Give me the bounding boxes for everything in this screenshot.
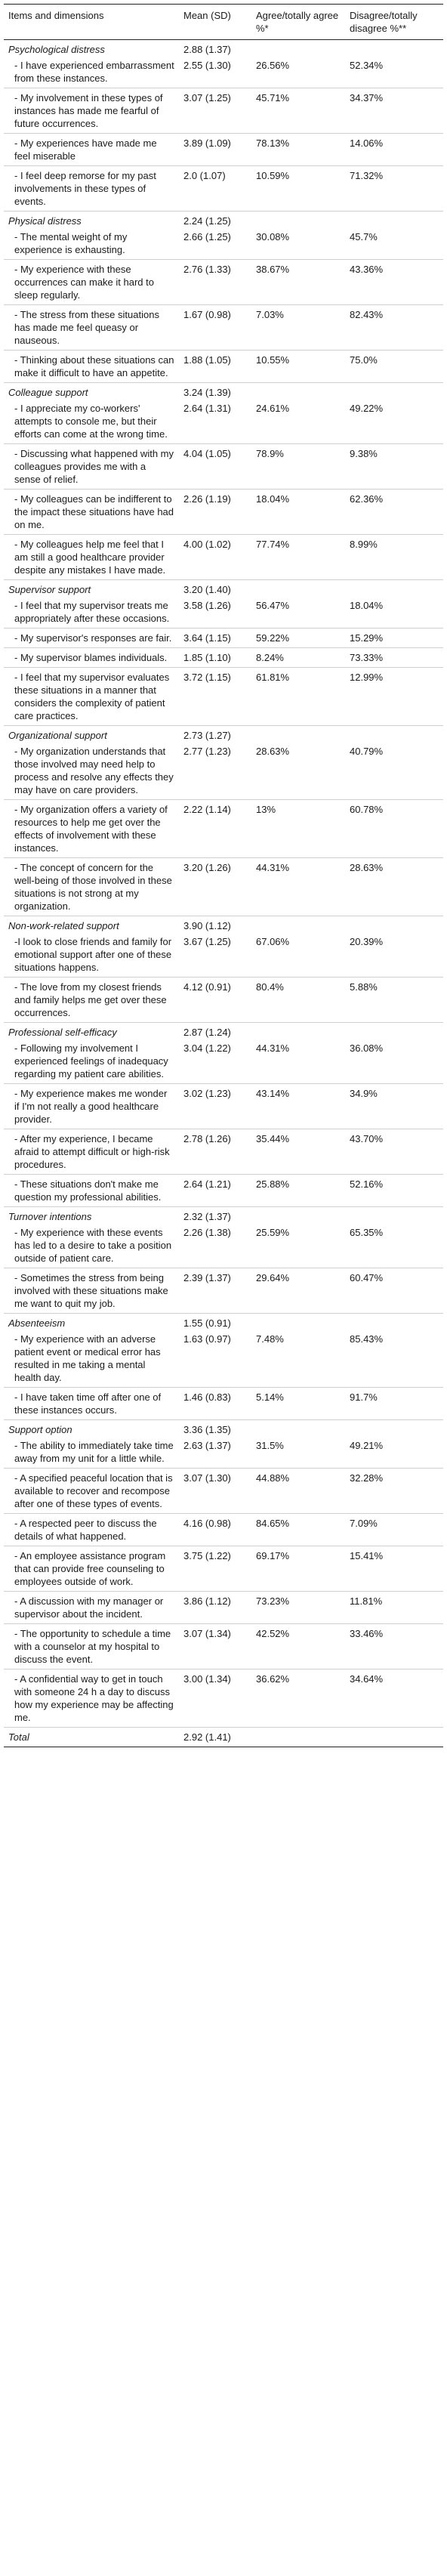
agree-cell: 18.04% bbox=[251, 490, 345, 535]
table-row bbox=[4, 800, 443, 858]
disagree-cell: 49.22% bbox=[345, 399, 443, 444]
disagree-cell: 14.06% bbox=[345, 134, 443, 166]
agree-cell bbox=[251, 726, 345, 743]
agree-cell: 73.23% bbox=[251, 1592, 345, 1624]
section-label bbox=[4, 1420, 179, 1437]
disagree-cell bbox=[345, 383, 443, 400]
item-label bbox=[4, 1669, 179, 1728]
mean-sd-cell: 1.67 (0.98) bbox=[179, 305, 251, 351]
mean-sd-cell: 3.20 (1.26) bbox=[179, 858, 251, 916]
disagree-cell: 91.7% bbox=[345, 1388, 443, 1420]
agree-cell bbox=[251, 1023, 345, 1039]
agree-cell bbox=[251, 1420, 345, 1437]
table-row bbox=[4, 88, 443, 134]
item-label-text: - The stress from these situations has made me feel queasy or nauseous. bbox=[14, 309, 159, 346]
mean-sd-cell: 2.64 (1.21) bbox=[179, 1175, 251, 1207]
table-row bbox=[4, 629, 443, 648]
agree-cell bbox=[251, 40, 345, 57]
item-label-text: - My colleagues help me feel that I am still a good healthcare provider despite any mistakes I have made. bbox=[14, 539, 166, 576]
item-label bbox=[4, 978, 179, 1023]
item-label-text: - An employee assistance program that can provide free counseling to employees outside of work. bbox=[14, 1550, 166, 1587]
section-row bbox=[4, 1420, 443, 1437]
disagree-cell: 28.63% bbox=[345, 858, 443, 916]
mean-sd-cell: 1.55 (0.91) bbox=[183, 1317, 231, 1329]
disagree-cell: 9.38% bbox=[345, 444, 443, 490]
item-label-text: - My involvement in these types of instances has made me fearful of future occurrences. bbox=[14, 92, 163, 129]
agree-cell bbox=[251, 1728, 345, 1747]
table-row bbox=[4, 596, 443, 629]
mean-sd-cell: 3.67 (1.25) bbox=[179, 932, 251, 978]
item-label bbox=[4, 1624, 179, 1669]
mean-sd-cell: 2.77 (1.23) bbox=[179, 742, 251, 800]
mean-sd-cell: 2.73 (1.27) bbox=[183, 730, 231, 741]
item-label-text: - My supervisor's responses are fair. bbox=[14, 632, 172, 644]
mean-sd-cell: 2.78 (1.26) bbox=[179, 1129, 251, 1175]
item-label-text: - I appreciate my co-workers' attempts to console me, but their efforts can come at the wrong time. bbox=[14, 403, 168, 440]
table-row bbox=[4, 742, 443, 800]
item-label-text: - I have experienced embarrassment from these instances. bbox=[14, 60, 174, 84]
section-label-text: Absenteeism bbox=[8, 1317, 66, 1329]
agree-cell: 67.06% bbox=[251, 932, 345, 978]
header-row bbox=[4, 5, 443, 40]
agree-cell: 61.81% bbox=[251, 668, 345, 726]
table-row bbox=[4, 56, 443, 88]
agree-cell: 78.13% bbox=[251, 134, 345, 166]
item-label bbox=[4, 1039, 179, 1084]
table-row bbox=[4, 1330, 443, 1388]
table-row bbox=[4, 1223, 443, 1268]
item-label-text: - My experience makes me wonder if I'm not really a good healthcare provider. bbox=[14, 1088, 168, 1125]
agree-cell: 44.31% bbox=[251, 858, 345, 916]
agree-cell: 38.67% bbox=[251, 260, 345, 305]
agree-cell bbox=[251, 383, 345, 400]
item-label bbox=[4, 399, 179, 444]
table-row bbox=[4, 1175, 443, 1207]
table-row bbox=[4, 1039, 443, 1084]
section-row bbox=[4, 212, 443, 228]
mean-sd-cell: 2.26 (1.19) bbox=[179, 490, 251, 535]
table-row bbox=[4, 260, 443, 305]
section-label bbox=[4, 580, 179, 597]
item-label-text: - The love from my closest friends and family helps me get over these occurrences. bbox=[14, 981, 167, 1018]
item-label-text: - Discussing what happened with my colleagues provides me with a sense of relief. bbox=[14, 448, 174, 485]
disagree-cell bbox=[345, 1207, 443, 1224]
header-items-dimensions: Items and dimensions bbox=[4, 5, 179, 40]
agree-cell bbox=[251, 1314, 345, 1330]
section-row bbox=[4, 916, 443, 933]
mean-sd-cell: 3.90 (1.12) bbox=[183, 920, 231, 931]
disagree-cell: 34.64% bbox=[345, 1669, 443, 1728]
section-row bbox=[4, 383, 443, 400]
item-label bbox=[4, 629, 179, 648]
section-label-text: Professional self-efficacy bbox=[8, 1027, 117, 1038]
agree-cell: 29.64% bbox=[251, 1268, 345, 1314]
agree-cell: 25.59% bbox=[251, 1223, 345, 1268]
item-label bbox=[4, 800, 179, 858]
item-label bbox=[4, 1388, 179, 1420]
agree-cell: 78.9% bbox=[251, 444, 345, 490]
section-label-text: Psychological distress bbox=[8, 44, 105, 55]
agree-cell bbox=[251, 916, 345, 933]
disagree-cell: 60.47% bbox=[345, 1268, 443, 1314]
mean-sd-cell: 1.85 (1.10) bbox=[179, 648, 251, 668]
disagree-cell: 85.43% bbox=[345, 1330, 443, 1388]
table-row bbox=[4, 227, 443, 260]
table-row bbox=[4, 444, 443, 490]
item-label-text: - I feel that my supervisor evaluates these situations in a manner that considers the complexity of patient care practices. bbox=[14, 672, 170, 721]
item-label bbox=[4, 305, 179, 351]
mean-sd-cell: 1.46 (0.83) bbox=[179, 1388, 251, 1420]
table-header bbox=[4, 5, 443, 40]
item-label bbox=[4, 932, 179, 978]
mean-sd-cell: 3.07 (1.30) bbox=[179, 1469, 251, 1514]
disagree-cell: 8.99% bbox=[345, 535, 443, 580]
section-label-text: Physical distress bbox=[8, 215, 82, 227]
item-label bbox=[4, 1436, 179, 1469]
table-row bbox=[4, 1129, 443, 1175]
section-row bbox=[4, 1023, 443, 1039]
mean-sd-cell: 3.86 (1.12) bbox=[179, 1592, 251, 1624]
disagree-cell: 18.04% bbox=[345, 596, 443, 629]
disagree-cell: 11.81% bbox=[345, 1592, 443, 1624]
agree-cell: 43.14% bbox=[251, 1084, 345, 1129]
table-row bbox=[4, 134, 443, 166]
agree-cell: 7.48% bbox=[251, 1330, 345, 1388]
mean-sd-cell: 2.87 (1.24) bbox=[183, 1027, 231, 1038]
item-label bbox=[4, 858, 179, 916]
mean-sd-cell: 3.00 (1.34) bbox=[179, 1669, 251, 1728]
disagree-cell: 75.0% bbox=[345, 351, 443, 383]
item-label-text: - The ability to immediately take time away from my unit for a little while. bbox=[14, 1440, 174, 1464]
disagree-cell bbox=[345, 212, 443, 228]
agree-cell: 84.65% bbox=[251, 1514, 345, 1546]
item-label bbox=[4, 1469, 179, 1514]
mean-sd-cell: 2.92 (1.41) bbox=[179, 1728, 251, 1747]
item-label bbox=[4, 166, 179, 212]
section-label bbox=[4, 212, 179, 228]
disagree-cell: 49.21% bbox=[345, 1436, 443, 1469]
mean-sd-cell: 1.88 (1.05) bbox=[179, 351, 251, 383]
item-label bbox=[4, 1330, 179, 1388]
agree-cell: 36.62% bbox=[251, 1669, 345, 1728]
item-label bbox=[4, 1514, 179, 1546]
mean-sd-cell: 3.07 (1.25) bbox=[179, 88, 251, 134]
table-row bbox=[4, 166, 443, 212]
disagree-cell bbox=[345, 40, 443, 57]
results-table bbox=[4, 4, 443, 1747]
item-label bbox=[4, 1175, 179, 1207]
item-label-text: - A specified peaceful location that is available to recover and recompose after one of these types of events. bbox=[14, 1472, 173, 1509]
disagree-cell: 33.46% bbox=[345, 1624, 443, 1669]
section-label bbox=[4, 40, 179, 57]
mean-sd-cell: 2.26 (1.38) bbox=[179, 1223, 251, 1268]
disagree-cell: 65.35% bbox=[345, 1223, 443, 1268]
section-label bbox=[4, 916, 179, 933]
agree-cell: 25.88% bbox=[251, 1175, 345, 1207]
mean-sd-cell: 1.63 (0.97) bbox=[179, 1330, 251, 1388]
mean-sd-cell: 2.0 (1.07) bbox=[179, 166, 251, 212]
disagree-cell bbox=[345, 916, 443, 933]
mean-sd-cell: 4.04 (1.05) bbox=[179, 444, 251, 490]
item-label-text: - My experience with an adverse patient event or medical error has resulted in me taking a mental health day. bbox=[14, 1333, 161, 1383]
table-row bbox=[4, 305, 443, 351]
disagree-cell: 7.09% bbox=[345, 1514, 443, 1546]
section-label-text: Support option bbox=[8, 1424, 72, 1435]
disagree-cell: 20.39% bbox=[345, 932, 443, 978]
agree-cell: 7.03% bbox=[251, 305, 345, 351]
agree-cell: 69.17% bbox=[251, 1546, 345, 1592]
disagree-cell bbox=[345, 1728, 443, 1747]
table-row bbox=[4, 1592, 443, 1624]
disagree-cell bbox=[345, 1023, 443, 1039]
total-label-text: Total bbox=[8, 1731, 29, 1743]
mean-sd-cell: 2.76 (1.33) bbox=[179, 260, 251, 305]
agree-cell: 28.63% bbox=[251, 742, 345, 800]
item-label-text: - Following my involvement I experienced feelings of inadequacy regarding my patient care abilities. bbox=[14, 1042, 168, 1080]
mean-sd-cell: 2.88 (1.37) bbox=[183, 44, 231, 55]
disagree-cell: 62.36% bbox=[345, 490, 443, 535]
agree-cell: 30.08% bbox=[251, 227, 345, 260]
item-label-text: - My organization offers a variety of resources to help me get over the effects of involvement with these instances. bbox=[14, 804, 168, 854]
mean-sd-cell: 3.02 (1.23) bbox=[179, 1084, 251, 1129]
item-label-text: - Sometimes the stress from being involved with these situations make me want to quit my job. bbox=[14, 1272, 168, 1309]
mean-sd-cell: 3.04 (1.22) bbox=[179, 1039, 251, 1084]
agree-cell bbox=[251, 580, 345, 597]
mean-sd-cell: 3.75 (1.22) bbox=[179, 1546, 251, 1592]
total-row bbox=[4, 1728, 443, 1747]
table-row bbox=[4, 399, 443, 444]
section-label bbox=[4, 1023, 179, 1039]
item-label bbox=[4, 1129, 179, 1175]
mean-sd-cell: 3.24 (1.39) bbox=[183, 387, 231, 398]
item-label bbox=[4, 56, 179, 88]
mean-sd-cell: 3.36 (1.35) bbox=[183, 1424, 231, 1435]
agree-cell: 10.55% bbox=[251, 351, 345, 383]
item-label-text: - I feel that my supervisor treats me appropriately after these occasions. bbox=[14, 600, 170, 624]
table-row bbox=[4, 535, 443, 580]
header-agree: Agree/totally agree %* bbox=[251, 5, 345, 40]
item-label-text: - A respected peer to discuss the details of what happened. bbox=[14, 1518, 157, 1542]
item-label-text: - The mental weight of my experience is exhausting. bbox=[14, 231, 128, 255]
table-row bbox=[4, 351, 443, 383]
disagree-cell: 32.28% bbox=[345, 1469, 443, 1514]
mean-sd-cell: 2.22 (1.14) bbox=[179, 800, 251, 858]
agree-cell: 13% bbox=[251, 800, 345, 858]
item-label bbox=[4, 134, 179, 166]
item-label-text: - After my experience, I became afraid to attempt difficult or high-risk procedures. bbox=[14, 1133, 170, 1170]
table-body bbox=[4, 40, 443, 1747]
mean-sd-cell: 2.66 (1.25) bbox=[179, 227, 251, 260]
item-label bbox=[4, 1223, 179, 1268]
agree-cell: 59.22% bbox=[251, 629, 345, 648]
mean-sd-cell: 4.16 (0.98) bbox=[179, 1514, 251, 1546]
agree-cell: 80.4% bbox=[251, 978, 345, 1023]
mean-sd-cell: 2.64 (1.31) bbox=[179, 399, 251, 444]
item-label bbox=[4, 351, 179, 383]
item-label bbox=[4, 596, 179, 629]
agree-cell: 31.5% bbox=[251, 1436, 345, 1469]
agree-cell: 5.14% bbox=[251, 1388, 345, 1420]
disagree-cell bbox=[345, 580, 443, 597]
agree-cell: 35.44% bbox=[251, 1129, 345, 1175]
item-label bbox=[4, 490, 179, 535]
disagree-cell: 43.36% bbox=[345, 260, 443, 305]
header-mean-sd: Mean (SD) bbox=[179, 5, 251, 40]
item-label bbox=[4, 668, 179, 726]
item-label-text: - Thinking about these situations can make it difficult to have an appetite. bbox=[14, 354, 174, 378]
mean-sd-cell: 4.00 (1.02) bbox=[179, 535, 251, 580]
item-label bbox=[4, 1592, 179, 1624]
item-label-text: - My experience with these occurrences can make it hard to sleep regularly. bbox=[14, 264, 154, 301]
agree-cell bbox=[251, 1207, 345, 1224]
table-row bbox=[4, 858, 443, 916]
disagree-cell: 73.33% bbox=[345, 648, 443, 668]
disagree-cell: 15.29% bbox=[345, 629, 443, 648]
table-row bbox=[4, 1669, 443, 1728]
item-label-text: - My experiences have made me feel miserable bbox=[14, 137, 157, 162]
disagree-cell: 34.37% bbox=[345, 88, 443, 134]
section-label bbox=[4, 1207, 179, 1224]
item-label bbox=[4, 1268, 179, 1314]
table-row bbox=[4, 1388, 443, 1420]
disagree-cell: 34.9% bbox=[345, 1084, 443, 1129]
section-label bbox=[4, 383, 179, 400]
table-row bbox=[4, 668, 443, 726]
mean-sd-cell: 4.12 (0.91) bbox=[179, 978, 251, 1023]
agree-cell: 24.61% bbox=[251, 399, 345, 444]
item-label-text: - The opportunity to schedule a time with a counselor at my hospital to discuss the event. bbox=[14, 1628, 171, 1665]
agree-cell: 42.52% bbox=[251, 1624, 345, 1669]
agree-cell: 26.56% bbox=[251, 56, 345, 88]
table-row bbox=[4, 932, 443, 978]
agree-cell: 10.59% bbox=[251, 166, 345, 212]
item-label bbox=[4, 260, 179, 305]
section-row bbox=[4, 580, 443, 597]
table-row bbox=[4, 490, 443, 535]
mean-sd-cell: 2.63 (1.37) bbox=[179, 1436, 251, 1469]
section-label-text: Non-work-related support bbox=[8, 920, 119, 931]
mean-sd-cell: 2.55 (1.30) bbox=[179, 56, 251, 88]
mean-sd-cell: 3.64 (1.15) bbox=[179, 629, 251, 648]
agree-cell: 77.74% bbox=[251, 535, 345, 580]
item-label-text: - These situations don't make me question my professional abilities. bbox=[14, 1178, 162, 1203]
header-disagree: Disagree/totally disagree %** bbox=[345, 5, 443, 40]
disagree-cell: 71.32% bbox=[345, 166, 443, 212]
agree-cell bbox=[251, 212, 345, 228]
agree-cell: 45.71% bbox=[251, 88, 345, 134]
item-label-text: - My experience with these events has led to a desire to take a position outside of patient care. bbox=[14, 1227, 172, 1264]
mean-sd-cell: 3.72 (1.15) bbox=[179, 668, 251, 726]
item-label bbox=[4, 535, 179, 580]
item-label bbox=[4, 648, 179, 668]
mean-sd-cell: 3.58 (1.26) bbox=[179, 596, 251, 629]
disagree-cell: 5.88% bbox=[345, 978, 443, 1023]
item-label-text: - I have taken time off after one of these instances occurs. bbox=[14, 1391, 162, 1416]
table-row bbox=[4, 1436, 443, 1469]
mean-sd-cell: 2.32 (1.37) bbox=[183, 1211, 231, 1222]
section-label bbox=[4, 726, 179, 743]
item-label bbox=[4, 742, 179, 800]
disagree-cell: 15.41% bbox=[345, 1546, 443, 1592]
disagree-cell: 52.34% bbox=[345, 56, 443, 88]
item-label bbox=[4, 1084, 179, 1129]
mean-sd-cell: 3.89 (1.09) bbox=[179, 134, 251, 166]
agree-cell: 44.31% bbox=[251, 1039, 345, 1084]
table-row bbox=[4, 648, 443, 668]
agree-cell: 8.24% bbox=[251, 648, 345, 668]
table-row bbox=[4, 1624, 443, 1669]
item-label-text: - My supervisor blames individuals. bbox=[14, 652, 168, 663]
section-label-text: Supervisor support bbox=[8, 584, 91, 595]
item-label bbox=[4, 227, 179, 260]
section-row bbox=[4, 1207, 443, 1224]
item-label bbox=[4, 1546, 179, 1592]
disagree-cell: 82.43% bbox=[345, 305, 443, 351]
table-row bbox=[4, 1469, 443, 1514]
section-row bbox=[4, 726, 443, 743]
mean-sd-cell: 2.24 (1.25) bbox=[183, 215, 231, 227]
section-row bbox=[4, 40, 443, 57]
disagree-cell: 43.70% bbox=[345, 1129, 443, 1175]
section-label-text: Turnover intentions bbox=[8, 1211, 92, 1222]
item-label-text: - My colleagues can be indifferent to the impact these situations have had on me. bbox=[14, 493, 174, 530]
total-label bbox=[4, 1728, 179, 1747]
mean-sd-cell: 2.39 (1.37) bbox=[179, 1268, 251, 1314]
item-label bbox=[4, 88, 179, 134]
table-row bbox=[4, 1084, 443, 1129]
section-label-text: Organizational support bbox=[8, 730, 107, 741]
disagree-cell: 40.79% bbox=[345, 742, 443, 800]
agree-cell: 56.47% bbox=[251, 596, 345, 629]
disagree-cell bbox=[345, 1420, 443, 1437]
item-label-text: - A discussion with my manager or supervisor about the incident. bbox=[14, 1595, 164, 1620]
table-row bbox=[4, 1514, 443, 1546]
section-row bbox=[4, 1314, 443, 1330]
item-label-text: - My organization understands that those involved may need help to process and resolve any effects they may have on care providers. bbox=[14, 746, 174, 795]
table-row bbox=[4, 1268, 443, 1314]
mean-sd-cell: 3.07 (1.34) bbox=[179, 1624, 251, 1669]
item-label bbox=[4, 444, 179, 490]
section-label-text: Colleague support bbox=[8, 387, 88, 398]
item-label-text: - The concept of concern for the well-being of those involved in these situations is not strong at my organization. bbox=[14, 862, 172, 912]
item-label-text: - I feel deep remorse for my past involvements in these types of events. bbox=[14, 170, 156, 207]
disagree-cell bbox=[345, 726, 443, 743]
section-label bbox=[4, 1314, 179, 1330]
disagree-cell: 36.08% bbox=[345, 1039, 443, 1084]
disagree-cell: 12.99% bbox=[345, 668, 443, 726]
disagree-cell: 52.16% bbox=[345, 1175, 443, 1207]
agree-cell: 44.88% bbox=[251, 1469, 345, 1514]
mean-sd-cell: 3.20 (1.40) bbox=[183, 584, 231, 595]
disagree-cell bbox=[345, 1314, 443, 1330]
table-row bbox=[4, 978, 443, 1023]
item-label-text: -I look to close friends and family for emotional support after one of these situations happens. bbox=[14, 936, 172, 973]
disagree-cell: 60.78% bbox=[345, 800, 443, 858]
disagree-cell: 45.7% bbox=[345, 227, 443, 260]
item-label-text: - A confidential way to get in touch with someone 24 h a day to discuss how my experience may be affecting me. bbox=[14, 1673, 174, 1723]
table-row bbox=[4, 1546, 443, 1592]
